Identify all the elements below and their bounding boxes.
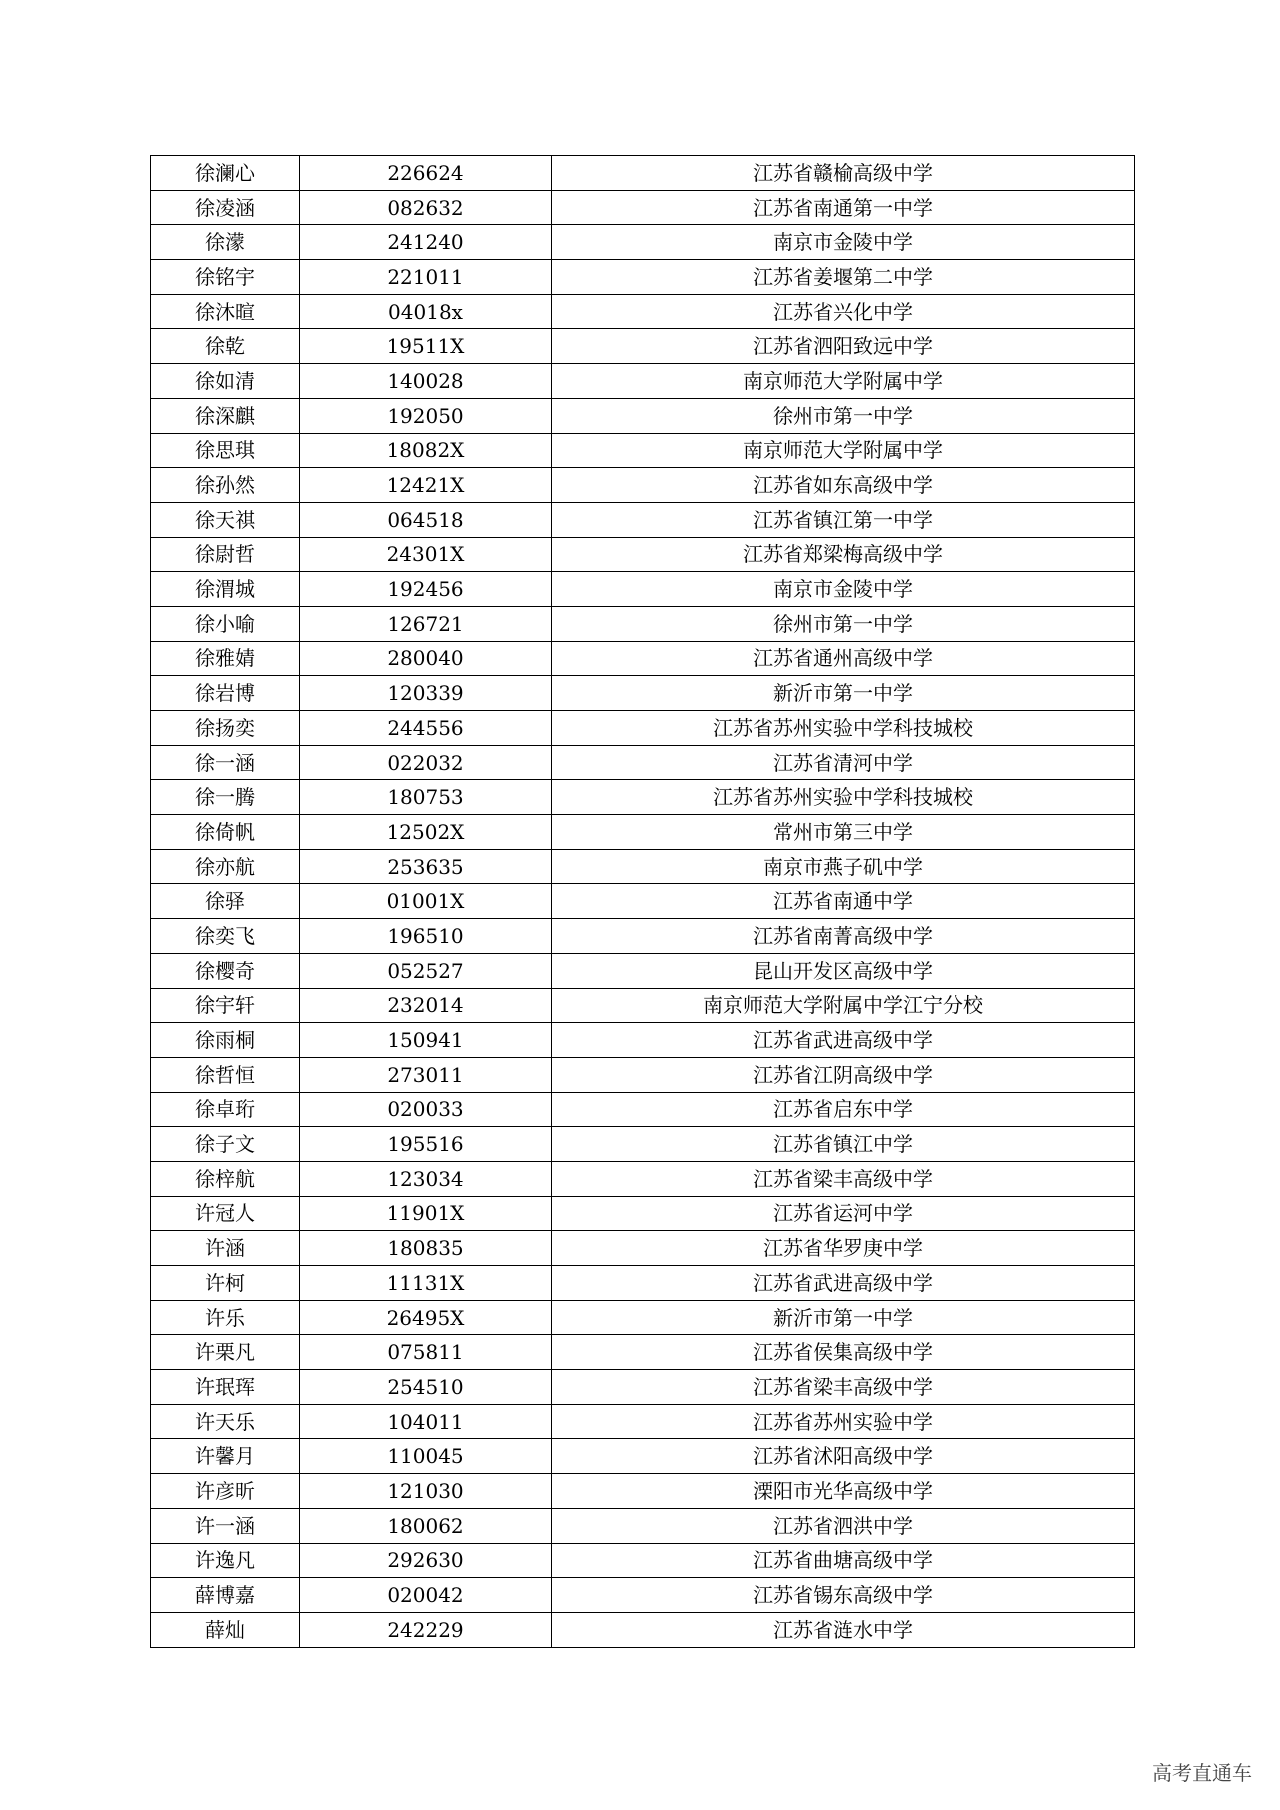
student-name-cell: 徐深麒 [151,398,300,433]
student-name-cell: 徐天祺 [151,502,300,537]
student-name-cell: 徐宇轩 [151,988,300,1023]
school-name-cell: 徐州市第一中学 [552,398,1135,433]
student-name-cell: 徐尉哲 [151,537,300,572]
student-name-cell: 徐澜心 [151,156,300,191]
table-row [151,1092,1135,1127]
table-row [151,1578,1135,1613]
student-id-cell: 082632 [300,190,552,225]
school-name-cell: 江苏省苏州实验中学 [552,1404,1135,1439]
school-name-cell: 江苏省赣榆高级中学 [552,156,1135,191]
student-id-cell: 226624 [300,156,552,191]
table-row [151,953,1135,988]
table-row [151,190,1135,225]
school-name-cell: 南京师范大学附属中学 [552,364,1135,399]
student-name-cell: 徐铭宇 [151,260,300,295]
student-name-cell: 薛博嘉 [151,1578,300,1613]
school-name-cell: 徐州市第一中学 [552,606,1135,641]
table-row [151,1543,1135,1578]
student-id-cell: 022032 [300,745,552,780]
table-row [151,815,1135,850]
student-id-cell: 052527 [300,953,552,988]
table-row [151,745,1135,780]
student-id-cell: 196510 [300,919,552,954]
student-id-cell: 064518 [300,502,552,537]
school-name-cell: 昆山开发区高级中学 [552,953,1135,988]
student-id-cell: 110045 [300,1439,552,1474]
student-name-cell: 徐一腾 [151,780,300,815]
table-row [151,1404,1135,1439]
table-row [151,294,1135,329]
table-row [151,849,1135,884]
school-name-cell: 江苏省梁丰高级中学 [552,1370,1135,1405]
student-id-cell: 126721 [300,606,552,641]
table-row [151,364,1135,399]
student-id-cell: 104011 [300,1404,552,1439]
student-name-cell: 徐思琪 [151,433,300,468]
table-body [151,156,1135,1648]
student-id-cell: 12502X [300,815,552,850]
student-id-cell: 192456 [300,572,552,607]
student-name-cell: 徐驿 [151,884,300,919]
student-name-cell: 徐梓航 [151,1161,300,1196]
student-id-cell: 04018x [300,294,552,329]
student-name-cell: 许一涵 [151,1508,300,1543]
table-row [151,1335,1135,1370]
student-name-cell: 许冠人 [151,1196,300,1231]
student-id-cell: 12421X [300,468,552,503]
school-name-cell: 江苏省武进高级中学 [552,1023,1135,1058]
table-row [151,711,1135,746]
table-row [151,1370,1135,1405]
school-name-cell: 江苏省武进高级中学 [552,1266,1135,1301]
school-name-cell: 江苏省涟水中学 [552,1612,1135,1647]
table-row [151,1023,1135,1058]
table-row [151,398,1135,433]
student-id-cell: 24301X [300,537,552,572]
student-id-cell: 01001X [300,884,552,919]
student-name-cell: 徐濛 [151,225,300,260]
student-id-cell: 254510 [300,1370,552,1405]
watermark: 高考直通车 [1152,1761,1252,1785]
table-row [151,1508,1135,1543]
student-name-cell: 许珉珲 [151,1370,300,1405]
school-name-cell: 江苏省江阴高级中学 [552,1057,1135,1092]
student-name-cell: 许馨月 [151,1439,300,1474]
table-row [151,606,1135,641]
school-name-cell: 南京师范大学附属中学江宁分校 [552,988,1135,1023]
student-name-cell: 徐子文 [151,1127,300,1162]
school-name-cell: 江苏省泗洪中学 [552,1508,1135,1543]
school-name-cell: 江苏省沭阳高级中学 [552,1439,1135,1474]
student-id-cell: 244556 [300,711,552,746]
student-name-cell: 徐乾 [151,329,300,364]
student-id-cell: 292630 [300,1543,552,1578]
student-name-cell: 许涵 [151,1231,300,1266]
student-name-cell: 徐孙然 [151,468,300,503]
school-name-cell: 江苏省清河中学 [552,745,1135,780]
school-name-cell: 江苏省锡东高级中学 [552,1578,1135,1613]
student-id-cell: 253635 [300,849,552,884]
table-row [151,1474,1135,1509]
student-table [150,155,1135,1648]
student-name-cell: 徐扬奕 [151,711,300,746]
student-name-cell: 许柯 [151,1266,300,1301]
student-id-cell: 11131X [300,1266,552,1301]
table-row [151,537,1135,572]
student-id-cell: 241240 [300,225,552,260]
student-name-cell: 徐亦航 [151,849,300,884]
table-row [151,1057,1135,1092]
student-name-cell: 许天乐 [151,1404,300,1439]
school-name-cell: 江苏省如东高级中学 [552,468,1135,503]
table-row [151,1300,1135,1335]
school-name-cell: 江苏省苏州实验中学科技城校 [552,711,1135,746]
school-name-cell: 新沂市第一中学 [552,1300,1135,1335]
school-name-cell: 常州市第三中学 [552,815,1135,850]
student-id-cell: 180835 [300,1231,552,1266]
school-name-cell: 江苏省南通中学 [552,884,1135,919]
student-id-cell: 180062 [300,1508,552,1543]
school-name-cell: 南京市金陵中学 [552,572,1135,607]
table-row [151,468,1135,503]
table-row [151,1266,1135,1301]
student-id-cell: 123034 [300,1161,552,1196]
student-id-cell: 232014 [300,988,552,1023]
school-name-cell: 江苏省侯集高级中学 [552,1335,1135,1370]
student-id-cell: 273011 [300,1057,552,1092]
student-id-cell: 140028 [300,364,552,399]
school-name-cell: 江苏省梁丰高级中学 [552,1161,1135,1196]
table-row [151,676,1135,711]
table-row [151,502,1135,537]
table-row [151,572,1135,607]
student-name-cell: 徐哲恒 [151,1057,300,1092]
student-id-cell: 121030 [300,1474,552,1509]
school-name-cell: 江苏省苏州实验中学科技城校 [552,780,1135,815]
student-id-cell: 280040 [300,641,552,676]
school-name-cell: 江苏省泗阳致远中学 [552,329,1135,364]
student-name-cell: 许逸凡 [151,1543,300,1578]
student-name-cell: 徐倚帆 [151,815,300,850]
table-row [151,260,1135,295]
student-name-cell: 薛灿 [151,1612,300,1647]
table-row [151,1439,1135,1474]
student-name-cell: 徐樱奇 [151,953,300,988]
table-row [151,780,1135,815]
table-row [151,1127,1135,1162]
student-name-cell: 徐奕飞 [151,919,300,954]
student-id-cell: 020033 [300,1092,552,1127]
school-name-cell: 南京市金陵中学 [552,225,1135,260]
table-row [151,919,1135,954]
student-name-cell: 徐凌涵 [151,190,300,225]
student-id-cell: 192050 [300,398,552,433]
school-name-cell: 江苏省通州高级中学 [552,641,1135,676]
table-row [151,1161,1135,1196]
school-name-cell: 溧阳市光华高级中学 [552,1474,1135,1509]
table-row [151,156,1135,191]
student-name-cell: 许彦昕 [151,1474,300,1509]
student-name-cell: 徐小喻 [151,606,300,641]
student-id-cell: 020042 [300,1578,552,1613]
school-name-cell: 江苏省启东中学 [552,1092,1135,1127]
student-id-cell: 221011 [300,260,552,295]
school-name-cell: 江苏省南菁高级中学 [552,919,1135,954]
student-name-cell: 徐一涵 [151,745,300,780]
table-row [151,1196,1135,1231]
school-name-cell: 南京师范大学附属中学 [552,433,1135,468]
student-id-cell: 075811 [300,1335,552,1370]
student-name-cell: 徐沐暄 [151,294,300,329]
school-name-cell: 江苏省兴化中学 [552,294,1135,329]
student-id-cell: 150941 [300,1023,552,1058]
table-row [151,884,1135,919]
school-name-cell: 江苏省镇江第一中学 [552,502,1135,537]
student-id-cell: 120339 [300,676,552,711]
student-name-cell: 徐雅婧 [151,641,300,676]
student-id-cell: 18082X [300,433,552,468]
school-name-cell: 江苏省郑梁梅高级中学 [552,537,1135,572]
school-name-cell: 江苏省运河中学 [552,1196,1135,1231]
school-name-cell: 南京市燕子矶中学 [552,849,1135,884]
student-name-cell: 徐如清 [151,364,300,399]
school-name-cell: 江苏省曲塘高级中学 [552,1543,1135,1578]
student-name-cell: 徐卓珩 [151,1092,300,1127]
student-id-cell: 180753 [300,780,552,815]
student-name-cell: 徐渭城 [151,572,300,607]
table-row [151,433,1135,468]
table-row [151,1612,1135,1647]
student-name-cell: 徐岩博 [151,676,300,711]
school-name-cell: 江苏省镇江中学 [552,1127,1135,1162]
table-row [151,1231,1135,1266]
student-name-cell: 许栗凡 [151,1335,300,1370]
school-name-cell: 新沂市第一中学 [552,676,1135,711]
student-name-cell: 许乐 [151,1300,300,1335]
school-name-cell: 江苏省华罗庚中学 [552,1231,1135,1266]
table-row [151,329,1135,364]
school-name-cell: 江苏省姜堰第二中学 [552,260,1135,295]
table-row [151,225,1135,260]
student-id-cell: 19511X [300,329,552,364]
student-id-cell: 11901X [300,1196,552,1231]
student-id-cell: 195516 [300,1127,552,1162]
table-row [151,641,1135,676]
school-name-cell: 江苏省南通第一中学 [552,190,1135,225]
student-id-cell: 26495X [300,1300,552,1335]
table-row [151,988,1135,1023]
student-name-cell: 徐雨桐 [151,1023,300,1058]
student-id-cell: 242229 [300,1612,552,1647]
